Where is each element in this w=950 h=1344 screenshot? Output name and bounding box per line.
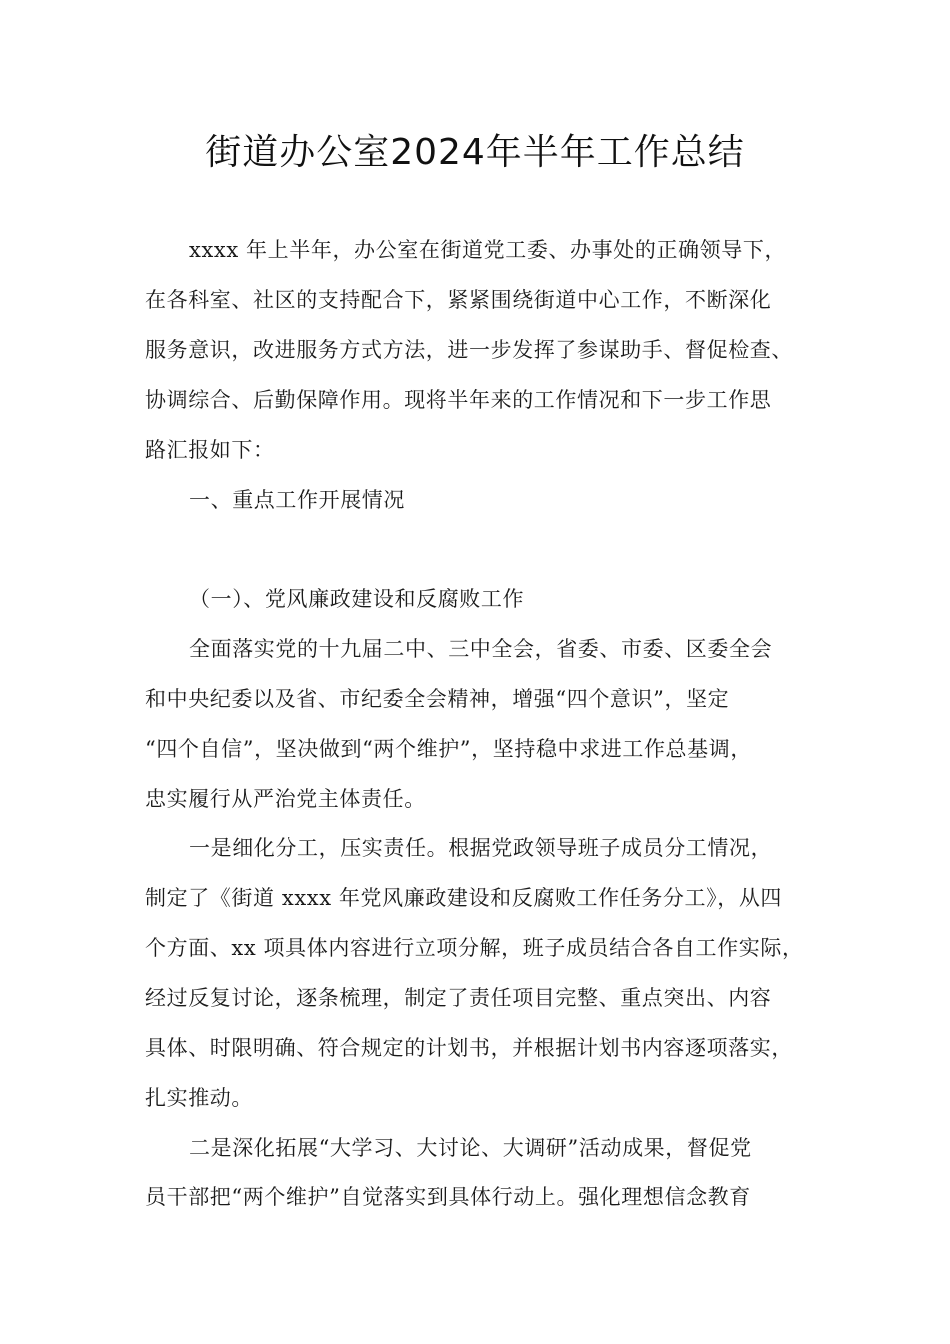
paragraph-line: 制定了《街道 xxxx 年党风廉政建设和反腐败工作任务分工》，从四 <box>145 886 783 910</box>
paragraph-line: 路汇报如下： <box>145 438 275 462</box>
paragraph-line: “四个自信”，坚决做到“两个维护”，坚持稳中求进工作总基调， <box>145 737 752 761</box>
paragraph-line: 经过反复讨论，逐条梳理，制定了责任项目完整、重点突出、内容 <box>145 986 772 1010</box>
paragraph-line: 二是深化拓展“大学习、大讨论、大调研”活动成果，督促党 <box>189 1136 752 1160</box>
paragraph-line: 扎实推动。 <box>145 1086 253 1110</box>
section-heading: 一、重点工作开展情况 <box>189 488 405 512</box>
paragraph-line: 个方面、xx 项具体内容进行立项分解，班子成员结合各自工作实际， <box>145 936 804 960</box>
paragraph-line: 全面落实党的十九届二中、三中全会，省委、市委、区委全会 <box>189 637 773 661</box>
document-title: 街道办公室2024年半年工作总结 <box>205 132 745 173</box>
paragraph-line: 忠实履行从严治党主体责任。 <box>145 787 426 811</box>
paragraph-line: 一是细化分工，压实责任。根据党政领导班子成员分工情况， <box>189 836 773 860</box>
paragraph-line: 服务意识，改进服务方式方法，进一步发挥了参谋助手、督促检查、 <box>145 338 793 362</box>
paragraph-line: 协调综合、后勤保障作用。现将半年来的工作情况和下一步工作思 <box>145 388 772 412</box>
subsection-heading: （一）、党风廉政建设和反腐败工作 <box>189 587 525 611</box>
paragraph-line: 在各科室、社区的支持配合下，紧紧围绕街道中心工作，不断深化 <box>145 288 772 312</box>
paragraph-line: xxxx 年上半年，办公室在街道党工委、办事处的正确领导下， <box>189 238 787 262</box>
paragraph-line: 具体、时限明确、符合规定的计划书，并根据计划书内容逐项落实， <box>145 1036 793 1060</box>
paragraph-line: 员干部把“两个维护”自觉落实到具体行动上。强化理想信念教育 <box>145 1185 751 1209</box>
paragraph-line: 和中央纪委以及省、市纪委全会精神，增强“四个意识”，坚定 <box>145 687 730 711</box>
